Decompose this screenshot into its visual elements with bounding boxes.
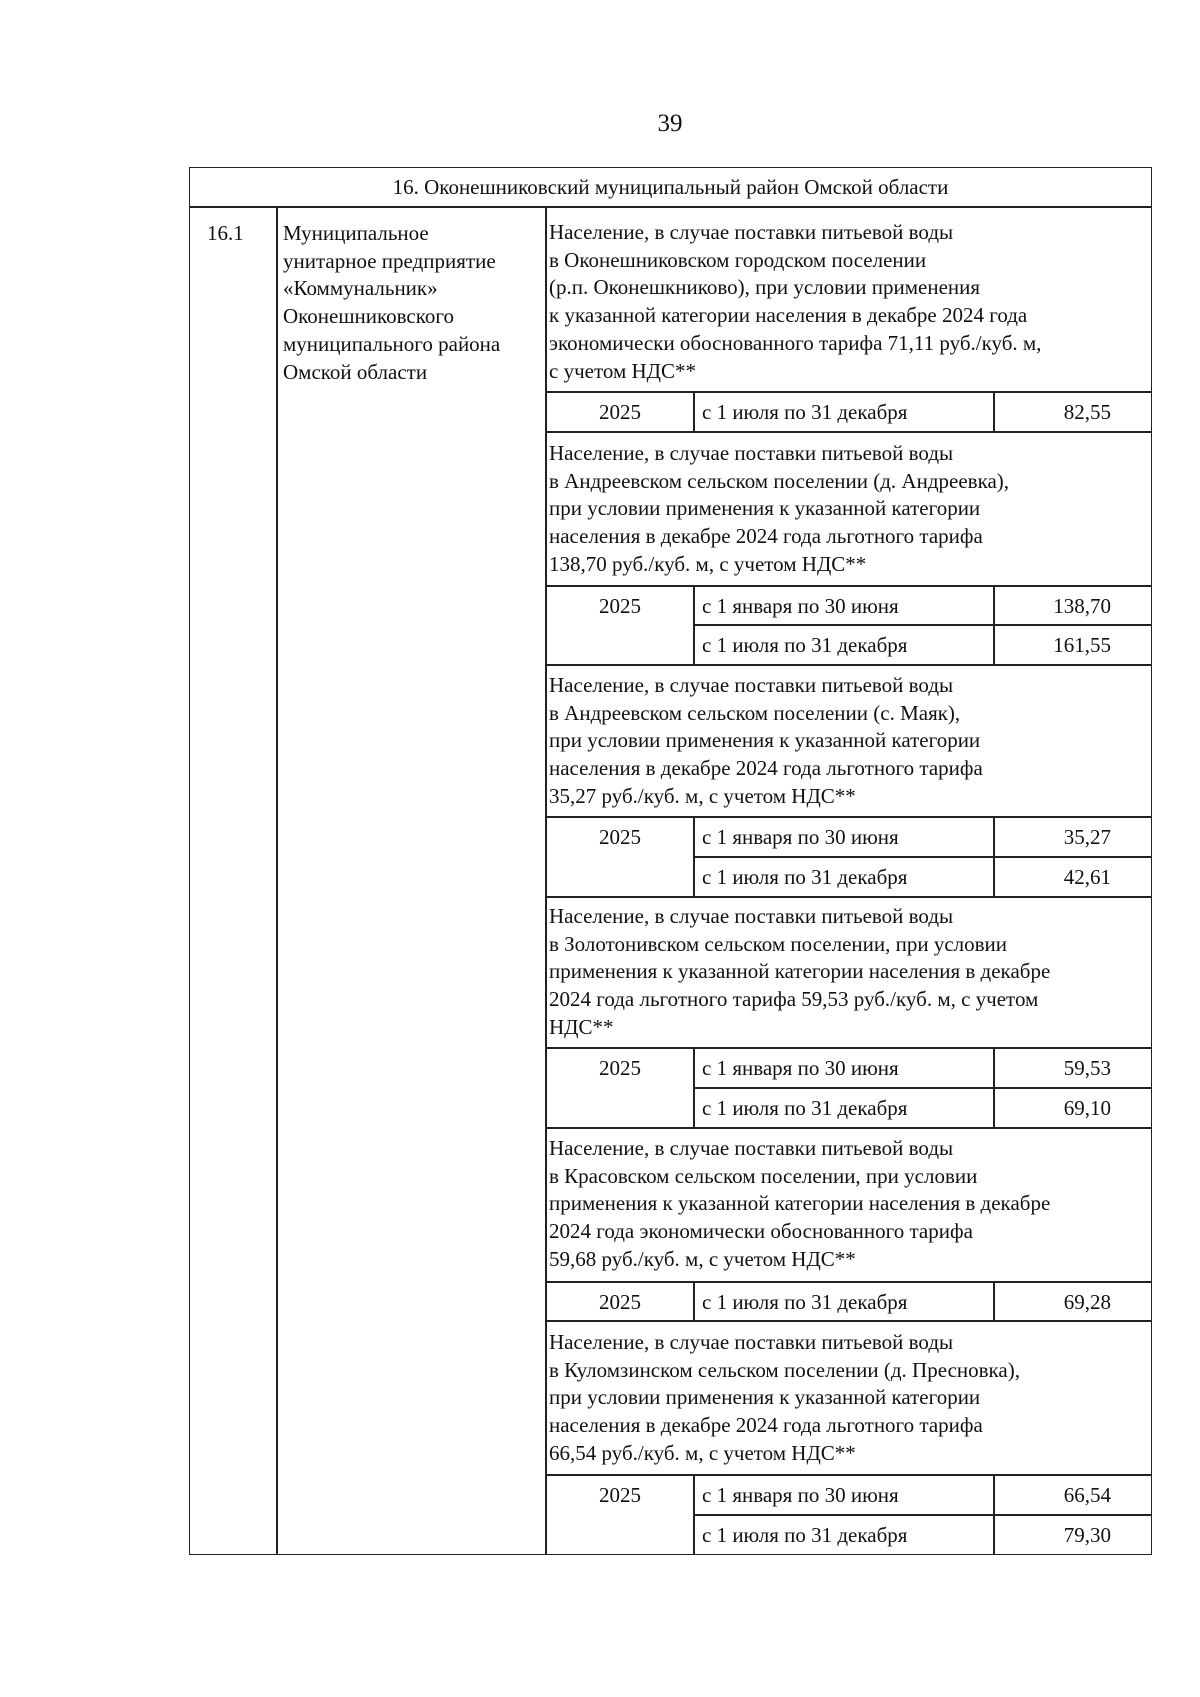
consumer-category-description (549, 219, 1041, 385)
tariff-value: 35,27 (1063, 825, 1111, 849)
row-number: 16.1 (207, 221, 244, 245)
organization-line: муниципального района (283, 331, 501, 356)
row-divider (693, 624, 1152, 626)
consumer-category-description (549, 903, 1050, 1042)
description-line: населения в декабре 2024 года льготного тарифа (549, 1413, 983, 1438)
tariff-value: 42,61 (1063, 865, 1111, 889)
description-line: в Золотонивском сельском поселении, при условии (549, 931, 1008, 956)
tariff-value: 82,55 (1063, 400, 1111, 424)
tariff-year: 2025 (599, 1483, 641, 1507)
description-line: 138,70 руб./куб. м, с учетом НДС** (549, 551, 867, 576)
description-line: при условии применения к указанной категории (549, 496, 981, 521)
description-line: в Красовском сельском поселении, при условии (549, 1163, 978, 1188)
title-divider (189, 206, 1152, 208)
description-line: экономически обоснованного тарифа 71,11 руб./куб. м, (549, 330, 1042, 355)
description-line: 2024 года экономически обоснованного тарифа (549, 1219, 973, 1244)
tariff-period: с 1 января по 30 июня (702, 825, 899, 849)
description-line: к указанной категории населения в декабре 2024 года (549, 303, 1028, 328)
tariff-period: с 1 июля по 31 декабря (702, 1523, 908, 1547)
tariff-value: 69,28 (1063, 1290, 1111, 1314)
row-divider (545, 816, 1152, 818)
tariff-value: 66,54 (1063, 1483, 1111, 1507)
description-line: в Оконешниковском городском поселении (549, 247, 927, 272)
tariff-value: 69,10 (1063, 1096, 1111, 1120)
row-divider (693, 1514, 1152, 1516)
description-line: 66,54 руб./куб. м, с учетом НДС** (549, 1440, 856, 1465)
page-number: 39 (657, 110, 683, 137)
description-line: 2024 года льготного тарифа 59,53 руб./куб. м, с учетом (549, 987, 1039, 1012)
row-divider (545, 585, 1152, 587)
description-line: 59,68 руб./куб. м, с учетом НДС** (549, 1246, 856, 1271)
tariff-year: 2025 (599, 1056, 641, 1080)
row-divider (545, 664, 1152, 666)
description-line: Население, в случае поставки питьевой воды (549, 1136, 954, 1160)
organization-line: унитарное предприятие (283, 248, 496, 273)
tariff-period: с 1 июля по 31 декабря (702, 633, 908, 657)
description-line: в Андреевском сельском поселении (д. Андреевка), (549, 468, 1010, 493)
section-title: 16. Оконешниковский муниципальный район Омской области (392, 175, 949, 199)
tariff-value: 161,55 (1053, 633, 1111, 657)
tariff-period: с 1 января по 30 июня (702, 1056, 899, 1080)
tariff-year: 2025 (599, 1290, 641, 1314)
row-divider (545, 1474, 1152, 1476)
consumer-category-description (549, 1329, 1020, 1468)
tariff-value: 79,30 (1063, 1523, 1111, 1547)
description-line: 35,27 руб./куб. м, с учетом НДС** (549, 783, 856, 808)
description-line: населения в декабре 2024 года льготного тарифа (549, 524, 983, 549)
organization-line: Муниципальное (283, 221, 429, 245)
row-divider (545, 1127, 1152, 1129)
organization-name (283, 220, 500, 386)
description-line: применения к указанной категории населения в декабре (549, 1191, 1051, 1216)
row-divider (545, 391, 1152, 393)
tariff-period: с 1 июля по 31 декабря (702, 1096, 908, 1120)
column-divider-number (276, 206, 278, 1555)
tariff-value: 138,70 (1053, 594, 1111, 618)
consumer-category-description (549, 440, 1009, 579)
tariff-period: с 1 июля по 31 декабря (702, 1290, 908, 1314)
row-divider (545, 1047, 1152, 1049)
description-line: Население, в случае поставки питьевой воды (549, 904, 954, 928)
description-line: Население, в случае поставки питьевой воды (549, 1330, 954, 1354)
description-line: Население, в случае поставки питьевой воды (549, 673, 954, 697)
tariff-period: с 1 июля по 31 декабря (702, 400, 908, 424)
description-line: населения в декабре 2024 года льготного тарифа (549, 756, 983, 781)
description-line: с учетом НДС** (549, 358, 696, 383)
tariff-value: 59,53 (1063, 1056, 1111, 1080)
tariff-period: с 1 июля по 31 декабря (702, 865, 908, 889)
tariff-year: 2025 (599, 594, 641, 618)
description-line: НДС** (549, 1014, 614, 1039)
description-line: при условии применения к указанной категории (549, 728, 981, 753)
tariff-period: с 1 января по 30 июня (702, 1483, 899, 1507)
organization-line: «Коммунальник» (283, 276, 438, 301)
description-line: при условии применения к указанной категории (549, 1385, 981, 1410)
row-divider (693, 1087, 1152, 1089)
organization-line: Оконешниковского (283, 304, 454, 329)
row-divider (545, 1320, 1152, 1322)
description-line: Население, в случае поставки питьевой воды (549, 441, 954, 465)
consumer-category-description (549, 672, 983, 811)
description-line: в Куломзинском сельском поселении (д. Пресновка), (549, 1357, 1020, 1382)
description-line: в Андреевском сельском поселении (с. Маяк), (549, 700, 961, 725)
row-divider (545, 896, 1152, 898)
description-line: применения к указанной категории населения в декабре (549, 959, 1051, 984)
row-divider (693, 856, 1152, 858)
row-divider (545, 1281, 1152, 1283)
organization-line: Омской области (283, 359, 428, 384)
row-divider (545, 431, 1152, 433)
tariff-year: 2025 (599, 825, 641, 849)
description-line: (р.п. Оконешкниково), при условии применения (549, 275, 981, 300)
description-line: Население, в случае поставки питьевой воды (549, 220, 954, 244)
consumer-category-description (549, 1135, 1050, 1274)
tariff-year: 2025 (599, 400, 641, 424)
tariff-period: с 1 января по 30 июня (702, 594, 899, 618)
